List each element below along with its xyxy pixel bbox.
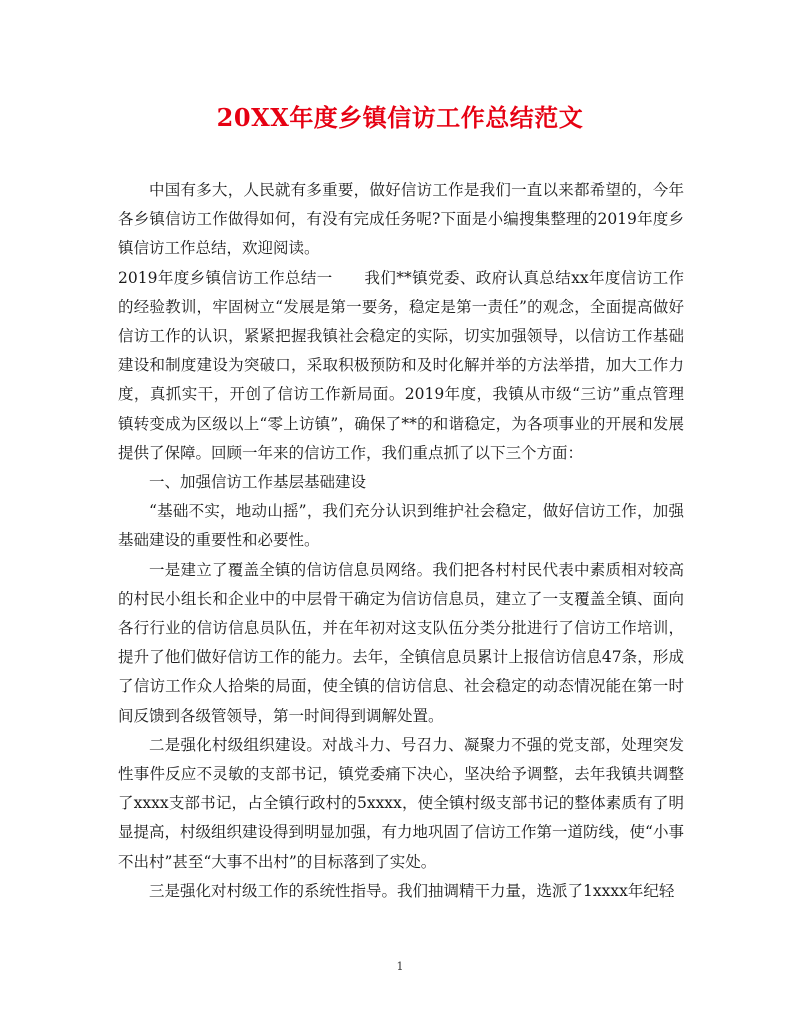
document-title: 20XX年度乡镇信访工作总结范文: [216, 103, 584, 132]
document-body: [118, 176, 684, 906]
paragraph-point-one: 一是建立了覆盖全镇的信访信息员网络。我们把各村村民代表中素质相对较高的村民小组长和企业中的中层骨干确定为信访信息员，建立了一支覆盖全镇、面向各行行业的信访信息员队伍，并在年初对这支队伍分类分批进行了信访工作培训，提升了他们做好信访工作的能力。去年，全镇信息员累计上报信访信息47条，形成了信访工作众人拾柴的局面，使全镇的信访信息、社会稳定的动态情况能在第一时间反馈到各级管领导，第一时间得到调解处置。: [118, 560, 684, 725]
section-heading-1: 一、加强信访工作基层基础建设: [149, 473, 367, 492]
paragraph-intro: 中国有多大，人民就有多重要，做好信访工作是我们一直以来都希望的，今年各乡镇信访工作做得如何，有没有完成任务呢?下面是小编搜集整理的2019年度乡镇信访工作总结，欢迎阅读。: [118, 181, 684, 258]
paragraph-foundation: “基础不实，地动山摇”，我们充分认识到维护社会稳定，做好信访工作，加强基础建设的重要性和必要性。: [118, 502, 684, 550]
paragraph-summary-one: 2019年度乡镇信访工作总结一 我们**镇党委、政府认真总结xx年度信访工作的经验教训，牢固树立“发展是第一要务，稳定是第一责任”的观念，全面提高做好信访工作的认识，紧紧把握我镇社会稳定的实际，切实加强领导，以信访工作基础建设和制度建设为突破口，采取积极预防和及时化解并举的方法举措，加大工作力度，真抓实干，开创了信访工作新局面。2019年度，我镇从市级“三访”重点管理镇转变成为区级以上“零上访镇”，确保了**的和谐稳定，为各项事业的开展和发展提供了保障。回顾一年来的信访工作，我们重点抓了以下三个方面：: [118, 268, 684, 462]
paragraph-point-three: 三是强化对村级工作的系统性指导。我们抽调精干力量，选派了1xxxx年纪轻: [149, 881, 675, 900]
paragraph-point-two: 二是强化村级组织建设。对战斗力、号召力、凝聚力不强的党支部，处理突发性事件反应不灵敏的支部书记，镇党委痛下决心，坚决给予调整，去年我镇共调整了xxxx支部书记，占全镇行政村的5xxxx，使全镇村级支部书记的整体素质有了明显提高，村级组织建设得到明显加强，有力地巩固了信访工作第一道防线，使“小事不出村”甚至“大事不出村”的目标落到了实处。: [118, 735, 684, 871]
page-number: 1: [396, 960, 404, 973]
